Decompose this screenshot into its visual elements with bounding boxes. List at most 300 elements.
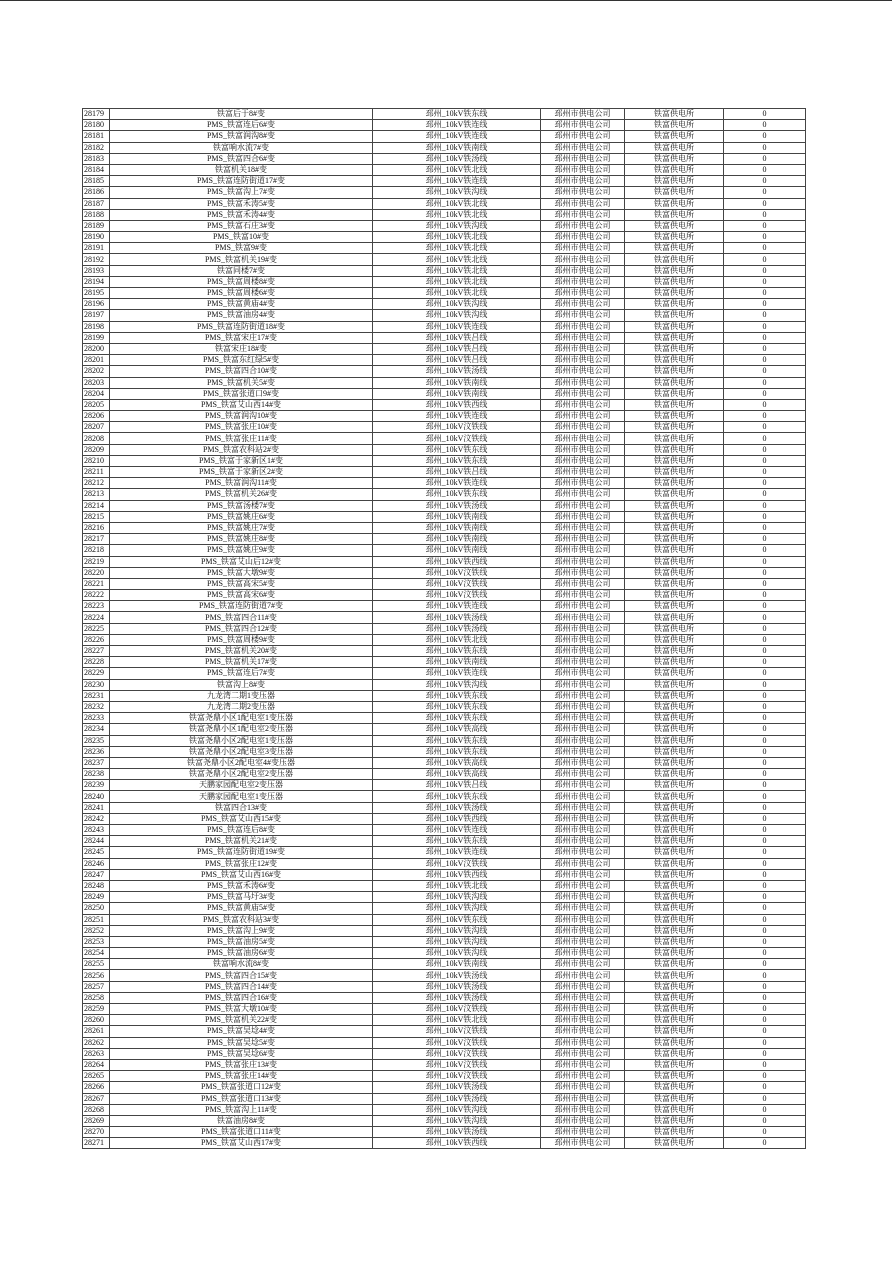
value-cell: 0 <box>724 1059 806 1070</box>
row-id-cell: 28246 <box>83 858 110 869</box>
company-cell: 邳州市供电公司 <box>541 332 625 343</box>
transformer-name-cell: PMS_铁富姚庄8#变 <box>110 534 373 545</box>
value-cell: 0 <box>724 825 806 836</box>
value-cell: 0 <box>724 511 806 522</box>
value-cell: 0 <box>724 914 806 925</box>
station-cell: 铁富供电所 <box>625 198 724 209</box>
company-cell: 邳州市供电公司 <box>541 556 625 567</box>
table-row <box>83 623 806 634</box>
table-row <box>83 959 806 970</box>
station-cell: 铁富供电所 <box>625 131 724 142</box>
row-id-cell: 28202 <box>83 366 110 377</box>
transformer-name-cell: PMS_铁富机关5#变 <box>110 377 373 388</box>
station-cell: 铁富供电所 <box>625 981 724 992</box>
station-cell: 铁富供电所 <box>625 724 724 735</box>
row-id-cell: 28242 <box>83 813 110 824</box>
company-cell: 邳州市供电公司 <box>541 769 625 780</box>
value-cell: 0 <box>724 399 806 410</box>
transformer-name-cell: PMS_铁富汤楼7#变 <box>110 500 373 511</box>
value-cell: 0 <box>724 701 806 712</box>
station-cell: 铁富供电所 <box>625 903 724 914</box>
transformer-name-cell: PMS_铁富连后8#变 <box>110 825 373 836</box>
feeder-line-cell: 邳州_10kV铁南线 <box>373 142 541 153</box>
row-id-cell: 28190 <box>83 232 110 243</box>
value-cell: 0 <box>724 198 806 209</box>
row-id-cell: 28229 <box>83 668 110 679</box>
feeder-line-cell: 邳州_10kV铁沟线 <box>373 299 541 310</box>
table-row <box>83 310 806 321</box>
row-id-cell: 28214 <box>83 500 110 511</box>
table-row <box>83 1004 806 1015</box>
row-id-cell: 28204 <box>83 388 110 399</box>
company-cell: 邳州市供电公司 <box>541 153 625 164</box>
company-cell: 邳州市供电公司 <box>541 142 625 153</box>
company-cell: 邳州市供电公司 <box>541 366 625 377</box>
company-cell: 邳州市供电公司 <box>541 388 625 399</box>
table-row <box>83 981 806 992</box>
transformer-name-cell: 天鹏家园配电室1变压器 <box>110 791 373 802</box>
feeder-line-cell: 邳州_10kV铁沟线 <box>373 220 541 231</box>
feeder-line-cell: 邳州_10kV铁西线 <box>373 399 541 410</box>
feeder-line-cell: 邳州_10kV铁连线 <box>373 120 541 131</box>
table-row <box>83 131 806 142</box>
table-row <box>83 388 806 399</box>
feeder-line-cell: 邳州_10kV铁东线 <box>373 701 541 712</box>
table-row <box>83 869 806 880</box>
transformer-name-cell: PMS_铁富大墩10#变 <box>110 1004 373 1015</box>
table-row <box>83 757 806 768</box>
value-cell: 0 <box>724 757 806 768</box>
value-cell: 0 <box>724 1071 806 1082</box>
transformer-name-cell: PMS_铁富黄庙5#变 <box>110 903 373 914</box>
company-cell: 邳州市供电公司 <box>541 522 625 533</box>
station-cell: 铁富供电所 <box>625 1082 724 1093</box>
feeder-line-cell: 邳州_10kV铁东线 <box>373 746 541 757</box>
transformer-name-cell: PMS_铁富连防街道18#变 <box>110 321 373 332</box>
row-id-cell: 28191 <box>83 243 110 254</box>
company-cell: 邳州市供电公司 <box>541 500 625 511</box>
table-row <box>83 489 806 500</box>
row-id-cell: 28195 <box>83 288 110 299</box>
station-cell: 铁富供电所 <box>625 925 724 936</box>
row-id-cell: 28211 <box>83 467 110 478</box>
company-cell: 邳州市供电公司 <box>541 724 625 735</box>
feeder-line-cell: 邳州_10kV铁沟线 <box>373 903 541 914</box>
company-cell: 邳州市供电公司 <box>541 232 625 243</box>
feeder-line-cell: 邳州_10kV铁西线 <box>373 869 541 880</box>
row-id-cell: 28203 <box>83 377 110 388</box>
company-cell: 邳州市供电公司 <box>541 198 625 209</box>
transformer-name-cell: PMS_铁富沟上7#变 <box>110 187 373 198</box>
transformer-name-cell: PMS_铁富润沟8#变 <box>110 131 373 142</box>
value-cell: 0 <box>724 243 806 254</box>
transformer-name-cell: PMS_铁富四合6#变 <box>110 153 373 164</box>
feeder-line-cell: 邳州_10kV铁沟线 <box>373 187 541 198</box>
transformer-name-cell: PMS_铁富沟上9#变 <box>110 925 373 936</box>
table-row <box>83 198 806 209</box>
company-cell: 邳州市供电公司 <box>541 1082 625 1093</box>
company-cell: 邳州市供电公司 <box>541 892 625 903</box>
station-cell: 铁富供电所 <box>625 646 724 657</box>
feeder-line-cell: 邳州_10kV铁高线 <box>373 769 541 780</box>
company-cell: 邳州市供电公司 <box>541 847 625 858</box>
value-cell: 0 <box>724 1048 806 1059</box>
row-id-cell: 28222 <box>83 590 110 601</box>
company-cell: 邳州市供电公司 <box>541 925 625 936</box>
feeder-line-cell: 邳州_10kV铁东线 <box>373 444 541 455</box>
table-row <box>83 522 806 533</box>
table-row <box>83 601 806 612</box>
company-cell: 邳州市供电公司 <box>541 1026 625 1037</box>
value-cell: 0 <box>724 556 806 567</box>
table-row <box>83 668 806 679</box>
value-cell: 0 <box>724 164 806 175</box>
company-cell: 邳州市供电公司 <box>541 578 625 589</box>
feeder-line-cell: 邳州_10kV铁北线 <box>373 276 541 287</box>
company-cell: 邳州市供电公司 <box>541 646 625 657</box>
transformer-name-cell: PMS_铁富马圩3#变 <box>110 892 373 903</box>
feeder-line-cell: 邳州_10kV铁沟线 <box>373 892 541 903</box>
row-id-cell: 28215 <box>83 511 110 522</box>
station-cell: 铁富供电所 <box>625 690 724 701</box>
station-cell: 铁富供电所 <box>625 276 724 287</box>
table-row <box>83 422 806 433</box>
value-cell: 0 <box>724 467 806 478</box>
transformer-name-cell: PMS_铁富周楼9#变 <box>110 634 373 645</box>
table-row <box>83 1071 806 1082</box>
row-id-cell: 28198 <box>83 321 110 332</box>
value-cell: 0 <box>724 1037 806 1048</box>
company-cell: 邳州市供电公司 <box>541 813 625 824</box>
value-cell: 0 <box>724 791 806 802</box>
transformer-name-cell: PMS_铁富四合14#变 <box>110 981 373 992</box>
station-cell: 铁富供电所 <box>625 1037 724 1048</box>
station-cell: 铁富供电所 <box>625 578 724 589</box>
transformer-name-cell: PMS_铁富油房5#变 <box>110 936 373 947</box>
feeder-line-cell: 邳州_10kV铁北线 <box>373 209 541 220</box>
table-row <box>83 377 806 388</box>
company-cell: 邳州市供电公司 <box>541 1115 625 1126</box>
company-cell: 邳州市供电公司 <box>541 903 625 914</box>
table-row <box>83 444 806 455</box>
feeder-line-cell: 邳州_10kV铁南线 <box>373 388 541 399</box>
value-cell: 0 <box>724 355 806 366</box>
row-id-cell: 28183 <box>83 153 110 164</box>
row-id-cell: 28225 <box>83 623 110 634</box>
value-cell: 0 <box>724 366 806 377</box>
value-cell: 0 <box>724 601 806 612</box>
value-cell: 0 <box>724 1026 806 1037</box>
company-cell: 邳州市供电公司 <box>541 131 625 142</box>
value-cell: 0 <box>724 769 806 780</box>
table-row <box>83 802 806 813</box>
company-cell: 邳州市供电公司 <box>541 914 625 925</box>
company-cell: 邳州市供电公司 <box>541 791 625 802</box>
table-row <box>83 276 806 287</box>
value-cell: 0 <box>724 679 806 690</box>
transformer-name-cell: PMS_铁富周楼8#变 <box>110 276 373 287</box>
value-cell: 0 <box>724 433 806 444</box>
table-row <box>83 936 806 947</box>
row-id-cell: 28256 <box>83 970 110 981</box>
transformer-name-cell: 铁富尧鼎小区2配电室4#变压器 <box>110 757 373 768</box>
feeder-line-cell: 邳州_10kV铁连线 <box>373 601 541 612</box>
row-id-cell: 28262 <box>83 1037 110 1048</box>
table-row <box>83 903 806 914</box>
transformer-name-cell: 铁富机关18#变 <box>110 164 373 175</box>
station-cell: 铁富供电所 <box>625 164 724 175</box>
feeder-line-cell: 邳州_10kV铁沟线 <box>373 936 541 947</box>
feeder-line-cell: 邳州_10kV铁连线 <box>373 825 541 836</box>
company-cell: 邳州市供电公司 <box>541 1048 625 1059</box>
table-row <box>83 153 806 164</box>
transformer-name-cell: PMS_铁富周楼6#变 <box>110 288 373 299</box>
row-id-cell: 28223 <box>83 601 110 612</box>
station-cell: 铁富供电所 <box>625 634 724 645</box>
table-row <box>83 187 806 198</box>
value-cell: 0 <box>724 713 806 724</box>
company-cell: 邳州市供电公司 <box>541 411 625 422</box>
row-id-cell: 28258 <box>83 992 110 1003</box>
value-cell: 0 <box>724 1138 806 1149</box>
company-cell: 邳州市供电公司 <box>541 164 625 175</box>
table-row <box>83 299 806 310</box>
table-row <box>83 791 806 802</box>
value-cell: 0 <box>724 780 806 791</box>
value-cell: 0 <box>724 254 806 265</box>
feeder-line-cell: 邳州_10kV铁西线 <box>373 813 541 824</box>
table-row <box>83 254 806 265</box>
value-cell: 0 <box>724 265 806 276</box>
station-cell: 铁富供电所 <box>625 243 724 254</box>
station-cell: 铁富供电所 <box>625 914 724 925</box>
row-id-cell: 28192 <box>83 254 110 265</box>
feeder-line-cell: 邳州_10kV汶铁线 <box>373 567 541 578</box>
feeder-line-cell: 邳州_10kV铁南线 <box>373 959 541 970</box>
value-cell: 0 <box>724 992 806 1003</box>
table-row <box>83 970 806 981</box>
table-row <box>83 780 806 791</box>
value-cell: 0 <box>724 892 806 903</box>
value-cell: 0 <box>724 590 806 601</box>
station-cell: 铁富供电所 <box>625 455 724 466</box>
company-cell: 邳州市供电公司 <box>541 668 625 679</box>
table-row <box>83 657 806 668</box>
row-id-cell: 28196 <box>83 299 110 310</box>
company-cell: 邳州市供电公司 <box>541 713 625 724</box>
feeder-line-cell: 邳州_10kV铁汤线 <box>373 612 541 623</box>
feeder-line-cell: 邳州_10kV汶铁线 <box>373 578 541 589</box>
station-cell: 铁富供电所 <box>625 1015 724 1026</box>
station-cell: 铁富供电所 <box>625 265 724 276</box>
feeder-line-cell: 邳州_10kV铁东线 <box>373 690 541 701</box>
row-id-cell: 28236 <box>83 746 110 757</box>
station-cell: 铁富供电所 <box>625 769 724 780</box>
row-id-cell: 28251 <box>83 914 110 925</box>
company-cell: 邳州市供电公司 <box>541 545 625 556</box>
row-id-cell: 28197 <box>83 310 110 321</box>
transformer-name-cell: 铁富同楼7#变 <box>110 265 373 276</box>
transformer-name-cell: PMS_铁富润沟11#变 <box>110 478 373 489</box>
table-row <box>83 646 806 657</box>
value-cell: 0 <box>724 288 806 299</box>
station-cell: 铁富供电所 <box>625 522 724 533</box>
feeder-line-cell: 邳州_10kV汶铁线 <box>373 1059 541 1070</box>
table-row <box>83 411 806 422</box>
value-cell: 0 <box>724 813 806 824</box>
company-cell: 邳州市供电公司 <box>541 534 625 545</box>
row-id-cell: 28218 <box>83 545 110 556</box>
feeder-line-cell: 邳州_10kV铁南线 <box>373 377 541 388</box>
station-cell: 铁富供电所 <box>625 892 724 903</box>
company-cell: 邳州市供电公司 <box>541 299 625 310</box>
table-row <box>83 679 806 690</box>
transformer-name-cell: PMS_铁富连防街道19#变 <box>110 847 373 858</box>
company-cell: 邳州市供电公司 <box>541 444 625 455</box>
company-cell: 邳州市供电公司 <box>541 276 625 287</box>
station-cell: 铁富供电所 <box>625 1115 724 1126</box>
company-cell: 邳州市供电公司 <box>541 321 625 332</box>
feeder-line-cell: 邳州_10kV铁高线 <box>373 757 541 768</box>
row-id-cell: 28233 <box>83 713 110 724</box>
row-id-cell: 28240 <box>83 791 110 802</box>
table-row <box>83 847 806 858</box>
table-row <box>83 109 806 120</box>
table-row <box>83 120 806 131</box>
station-cell: 铁富供电所 <box>625 422 724 433</box>
value-cell: 0 <box>724 1004 806 1015</box>
table-row <box>83 265 806 276</box>
transformer-name-cell: PMS_铁富连后6#变 <box>110 120 373 131</box>
table-row <box>83 332 806 343</box>
value-cell: 0 <box>724 534 806 545</box>
company-cell: 邳州市供电公司 <box>541 176 625 187</box>
value-cell: 0 <box>724 478 806 489</box>
transformer-name-cell: PMS_铁富东红绿5#变 <box>110 355 373 366</box>
feeder-line-cell: 邳州_10kV铁南线 <box>373 534 541 545</box>
station-cell: 铁富供电所 <box>625 321 724 332</box>
company-cell: 邳州市供电公司 <box>541 1071 625 1082</box>
row-id-cell: 28200 <box>83 343 110 354</box>
row-id-cell: 28224 <box>83 612 110 623</box>
table-row <box>83 288 806 299</box>
station-cell: 铁富供电所 <box>625 1059 724 1070</box>
feeder-line-cell: 邳州_10kV铁南线 <box>373 545 541 556</box>
company-cell: 邳州市供电公司 <box>541 243 625 254</box>
value-cell: 0 <box>724 187 806 198</box>
feeder-line-cell: 邳州_10kV铁东线 <box>373 914 541 925</box>
transformer-name-cell: PMS_铁富机关19#变 <box>110 254 373 265</box>
table-row <box>83 232 806 243</box>
value-cell: 0 <box>724 948 806 959</box>
station-cell: 铁富供电所 <box>625 153 724 164</box>
table-row <box>83 769 806 780</box>
transformer-name-cell: PMS_铁富连防街道7#变 <box>110 601 373 612</box>
station-cell: 铁富供电所 <box>625 377 724 388</box>
station-cell: 铁富供电所 <box>625 1104 724 1115</box>
company-cell: 邳州市供电公司 <box>541 254 625 265</box>
top-border-line <box>0 0 892 1</box>
station-cell: 铁富供电所 <box>625 813 724 824</box>
table-row <box>83 701 806 712</box>
row-id-cell: 28187 <box>83 198 110 209</box>
table-row <box>83 836 806 847</box>
station-cell: 铁富供电所 <box>625 366 724 377</box>
company-cell: 邳州市供电公司 <box>541 478 625 489</box>
table-row <box>83 220 806 231</box>
station-cell: 铁富供电所 <box>625 1048 724 1059</box>
table-row <box>83 892 806 903</box>
row-id-cell: 28180 <box>83 120 110 131</box>
row-id-cell: 28205 <box>83 399 110 410</box>
station-cell: 铁富供电所 <box>625 869 724 880</box>
table-row <box>83 735 806 746</box>
company-cell: 邳州市供电公司 <box>541 433 625 444</box>
transformer-name-cell: PMS_铁富宋庄17#变 <box>110 332 373 343</box>
row-id-cell: 28264 <box>83 1059 110 1070</box>
company-cell: 邳州市供电公司 <box>541 455 625 466</box>
row-id-cell: 28184 <box>83 164 110 175</box>
value-cell: 0 <box>724 176 806 187</box>
row-id-cell: 28231 <box>83 690 110 701</box>
row-id-cell: 28230 <box>83 679 110 690</box>
company-cell: 邳州市供电公司 <box>541 634 625 645</box>
company-cell: 邳州市供电公司 <box>541 209 625 220</box>
station-cell: 铁富供电所 <box>625 109 724 120</box>
value-cell: 0 <box>724 411 806 422</box>
transformer-name-cell: PMS_铁富吴埝6#变 <box>110 1048 373 1059</box>
table-row <box>83 467 806 478</box>
station-cell: 铁富供电所 <box>625 701 724 712</box>
station-cell: 铁富供电所 <box>625 847 724 858</box>
table-row <box>83 534 806 545</box>
value-cell: 0 <box>724 545 806 556</box>
transformer-name-cell: PMS_铁富张庄10#变 <box>110 422 373 433</box>
station-cell: 铁富供电所 <box>625 601 724 612</box>
table-row <box>83 366 806 377</box>
value-cell: 0 <box>724 735 806 746</box>
feeder-line-cell: 邳州_10kV铁连线 <box>373 847 541 858</box>
transformer-name-cell: PMS_铁富禾涛5#变 <box>110 198 373 209</box>
company-cell: 邳州市供电公司 <box>541 1093 625 1104</box>
table-row <box>83 343 806 354</box>
value-cell: 0 <box>724 903 806 914</box>
station-cell: 铁富供电所 <box>625 802 724 813</box>
row-id-cell: 28244 <box>83 836 110 847</box>
value-cell: 0 <box>724 276 806 287</box>
table-body <box>83 109 806 1149</box>
company-cell: 邳州市供电公司 <box>541 1127 625 1138</box>
feeder-line-cell: 邳州_10kV铁东线 <box>373 489 541 500</box>
value-cell: 0 <box>724 1082 806 1093</box>
row-id-cell: 28219 <box>83 556 110 567</box>
transformer-name-cell: 九龙湾二期1变压器 <box>110 690 373 701</box>
value-cell: 0 <box>724 936 806 947</box>
row-id-cell: 28194 <box>83 276 110 287</box>
table-row <box>83 1037 806 1048</box>
table-row <box>83 478 806 489</box>
transformer-name-cell: 九龙湾二期2变压器 <box>110 701 373 712</box>
row-id-cell: 28238 <box>83 769 110 780</box>
feeder-line-cell: 邳州_10kV铁北线 <box>373 254 541 265</box>
company-cell: 邳州市供电公司 <box>541 422 625 433</box>
transformer-name-cell: PMS_铁富10#变 <box>110 232 373 243</box>
row-id-cell: 28249 <box>83 892 110 903</box>
row-id-cell: 28221 <box>83 578 110 589</box>
feeder-line-cell: 邳州_10kV汶铁线 <box>373 1048 541 1059</box>
row-id-cell: 28186 <box>83 187 110 198</box>
station-cell: 铁富供电所 <box>625 959 724 970</box>
